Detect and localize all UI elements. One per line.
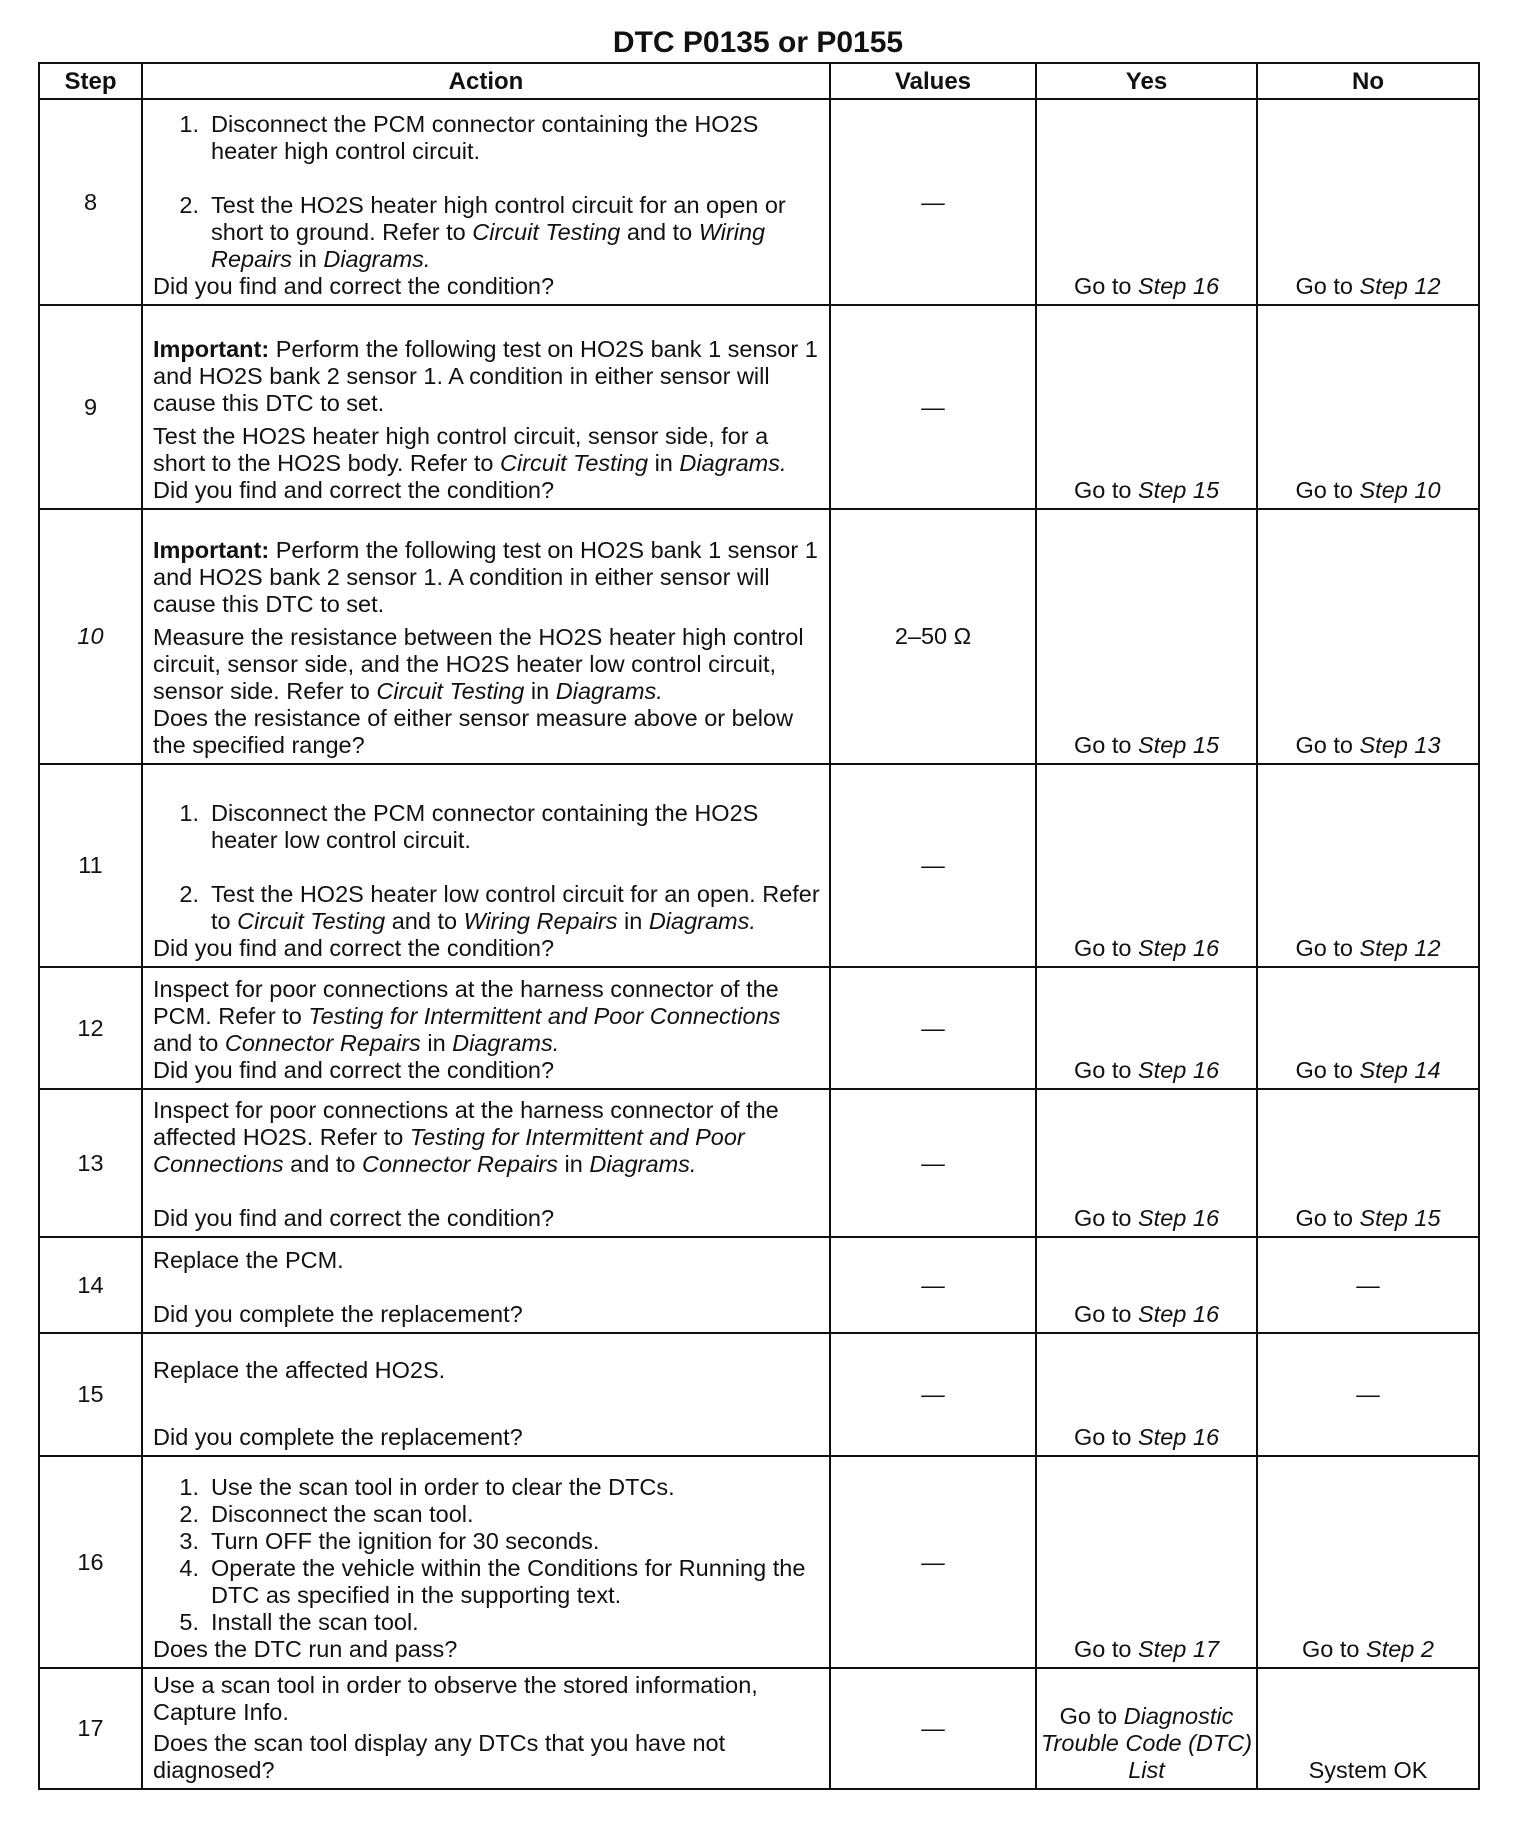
value-cell: — — [830, 1333, 1036, 1456]
list-number: 3. — [179, 1528, 199, 1554]
action-cell — [142, 1333, 830, 1456]
reference-circuit-testing: Circuit Testing — [237, 908, 386, 934]
action-cell — [142, 764, 830, 967]
table-row — [39, 305, 1479, 509]
action-list — [153, 111, 822, 273]
action-cell — [142, 1237, 830, 1333]
table-row — [39, 1237, 1479, 1333]
table-row — [39, 1668, 1479, 1789]
yes-result: Go to Step 16 — [1036, 764, 1257, 967]
action-cell — [142, 99, 830, 305]
action-text: Use a scan tool in order to observe the stored information, Capture Info. — [153, 1672, 758, 1725]
value-cell: — — [830, 967, 1036, 1089]
list-item — [153, 192, 822, 273]
no-result: — — [1257, 1237, 1479, 1333]
list-text: Operate the vehicle within the Conditions for Running the DTC as specified in the supporting text. — [211, 1555, 806, 1608]
no-result: Go to Step 13 — [1257, 509, 1479, 764]
action-cell — [142, 967, 830, 1089]
yes-result: Go to Step 17 — [1036, 1456, 1257, 1668]
list-item — [153, 881, 822, 935]
list-number: 4. — [179, 1555, 199, 1581]
action-list — [153, 800, 822, 935]
yes-result: Go to Step 15 — [1036, 509, 1257, 764]
list-number: 2. — [179, 1501, 199, 1527]
step-number: 17 — [39, 1668, 142, 1789]
action-question: Did you find and correct the condition? — [153, 273, 555, 299]
yes-result: Go to Step 15 — [1036, 305, 1257, 509]
no-result: Go to Step 15 — [1257, 1089, 1479, 1237]
reference-diagrams: Diagrams. — [648, 908, 756, 934]
list-item — [153, 1501, 822, 1528]
step-number: 10 — [39, 509, 142, 764]
no-result: Go to Step 12 — [1257, 764, 1479, 967]
reference-diagrams: Diagrams. — [555, 678, 663, 704]
yes-result: Go to Diagnostic Trouble Code (DTC) List — [1036, 1668, 1257, 1789]
list-item — [153, 800, 822, 854]
list-number: 1. — [179, 1474, 199, 1500]
list-item — [153, 1609, 822, 1636]
step-number: 8 — [39, 99, 142, 305]
action-text: Inspect for poor connections at the harness connector of the PCM. Refer to Testing for Intermittent and Poor Connections and to Connector Repairs in Diagrams. — [153, 976, 781, 1056]
table-row — [39, 967, 1479, 1089]
header-no: No — [1257, 63, 1479, 99]
list-number: 1. — [179, 800, 199, 826]
table-row — [39, 1333, 1479, 1456]
action-cell — [142, 1456, 830, 1668]
list-text: Install the scan tool. — [211, 1609, 419, 1635]
step-number: 13 — [39, 1089, 142, 1237]
action-cell — [142, 509, 830, 764]
action-cell — [142, 1089, 830, 1237]
table-row — [39, 1456, 1479, 1668]
action-question: Did you find and correct the condition? — [153, 935, 555, 961]
header-yes: Yes — [1036, 63, 1257, 99]
reference-connector-repairs: Connector Repairs — [362, 1151, 558, 1177]
reference-circuit-testing: Circuit Testing — [376, 678, 525, 704]
action-question: Did you complete the replacement? — [153, 1424, 523, 1450]
step-number: 11 — [39, 764, 142, 967]
yes-result: Go to Step 16 — [1036, 1333, 1257, 1456]
no-result: Go to Step 14 — [1257, 967, 1479, 1089]
step-number: 9 — [39, 305, 142, 509]
table-header-row — [39, 63, 1479, 99]
list-text: Disconnect the PCM connector containing the HO2S heater high control circuit. — [211, 111, 759, 164]
value-cell: — — [830, 1089, 1036, 1237]
reference-connector-repairs: Connector Repairs — [224, 1030, 421, 1056]
table-row — [39, 509, 1479, 764]
reference-diagrams: Diagrams. — [679, 450, 787, 476]
reference-testing-intermittent: Testing for Intermittent and Poor Connections — [308, 1003, 781, 1029]
yes-result: Go to Step 16 — [1036, 1089, 1257, 1237]
no-result: Go to Step 12 — [1257, 99, 1479, 305]
table-row — [39, 1089, 1479, 1237]
reference-wiring-repairs: Wiring Repairs — [211, 219, 766, 272]
list-item — [153, 1528, 822, 1555]
reference-circuit-testing: Circuit Testing — [472, 219, 621, 245]
step-number: 16 — [39, 1456, 142, 1668]
step-number: 14 — [39, 1237, 142, 1333]
table-row — [39, 99, 1479, 305]
reference-wiring-repairs: Wiring Repairs — [463, 908, 618, 934]
action-cell — [142, 305, 830, 509]
action-cell — [142, 1668, 830, 1789]
step-number: 12 — [39, 967, 142, 1089]
reference-testing-intermittent: Testing for Intermittent and Poor Connections — [153, 1124, 745, 1177]
no-result: — — [1257, 1333, 1479, 1456]
reference-diagrams: Diagrams. — [323, 246, 431, 272]
list-text: Test the HO2S heater high control circuit for an open or short to ground. Refer to Circuit Testing and to Wiring Repairs in Diagrams. — [211, 192, 786, 272]
action-text: Replace the PCM. — [153, 1247, 344, 1273]
reference-diagrams: Diagrams. — [452, 1030, 560, 1056]
header-action: Action — [142, 63, 830, 99]
action-question: Did you find and correct the condition? — [153, 477, 555, 503]
yes-result: Go to Step 16 — [1036, 1237, 1257, 1333]
list-number: 1. — [179, 111, 199, 137]
important-note: Important: Perform the following test on HO2S bank 1 sensor 1 and HO2S bank 2 sensor 1. A condition in either sensor will cause this DTC to set. — [153, 537, 818, 617]
value-cell: — — [830, 764, 1036, 967]
list-text: Disconnect the scan tool. — [211, 1501, 474, 1527]
reference-circuit-testing: Circuit Testing — [500, 450, 649, 476]
action-question: Does the resistance of either sensor measure above or below the specified range? — [153, 705, 794, 758]
action-question: Does the scan tool display any DTCs that you have not diagnosed? — [153, 1730, 726, 1783]
action-question: Did you find and correct the condition? — [153, 1205, 555, 1231]
list-text: Disconnect the PCM connector containing the HO2S heater low control circuit. — [211, 800, 759, 853]
value-cell: — — [830, 1668, 1036, 1789]
list-text: Use the scan tool in order to clear the DTCs. — [211, 1474, 675, 1500]
diagnostic-table — [38, 62, 1480, 1790]
list-item — [153, 111, 822, 165]
action-question: Does the DTC run and pass? — [153, 1636, 458, 1662]
action-text: Test the HO2S heater high control circuit, sensor side, for a short to the HO2S body. Refer to Circuit Testing in Diagrams. — [153, 423, 787, 476]
no-result: Go to Step 10 — [1257, 305, 1479, 509]
list-number: 2. — [179, 192, 199, 218]
value-cell: 2–50 Ω — [830, 509, 1036, 764]
header-values: Values — [830, 63, 1036, 99]
list-item — [153, 1474, 822, 1501]
action-question: Did you complete the replacement? — [153, 1301, 523, 1327]
value-cell: — — [830, 305, 1036, 509]
reference-diagrams: Diagrams. — [589, 1151, 697, 1177]
yes-result: Go to Step 16 — [1036, 967, 1257, 1089]
no-result: System OK — [1257, 1668, 1479, 1789]
action-text: Replace the affected HO2S. — [153, 1357, 446, 1383]
list-text: Test the HO2S heater low control circuit for an open. Refer to Circuit Testing and to Wiring Repairs in Diagrams. — [211, 881, 820, 934]
action-text: Inspect for poor connections at the harness connector of the affected HO2S. Refer to Testing for Intermittent and Poor Connections and to Connector Repairs in Diagrams. — [153, 1097, 779, 1177]
list-number: 2. — [179, 881, 199, 907]
table-row — [39, 764, 1479, 967]
important-note: Important: Perform the following test on HO2S bank 1 sensor 1 and HO2S bank 2 sensor 1. A condition in either sensor will cause this DTC to set. — [153, 336, 818, 416]
list-number: 5. — [179, 1609, 199, 1635]
value-cell: — — [830, 1456, 1036, 1668]
action-text: Measure the resistance between the HO2S heater high control circuit, sensor side, and the HO2S heater low control circuit, sensor side. Refer to Circuit Testing in Diagrams. — [153, 624, 804, 704]
action-question: Did you find and correct the condition? — [153, 1057, 555, 1083]
action-list — [153, 1474, 822, 1636]
step-number: 15 — [39, 1333, 142, 1456]
list-item — [153, 1555, 822, 1609]
value-cell: — — [830, 1237, 1036, 1333]
yes-result: Go to Step 16 — [1036, 99, 1257, 305]
header-step: Step — [39, 63, 142, 99]
no-result: Go to Step 2 — [1257, 1456, 1479, 1668]
value-cell: — — [830, 99, 1036, 305]
page-title: DTC P0135 or P0155 — [612, 26, 904, 59]
list-text: Turn OFF the ignition for 30 seconds. — [211, 1528, 600, 1554]
